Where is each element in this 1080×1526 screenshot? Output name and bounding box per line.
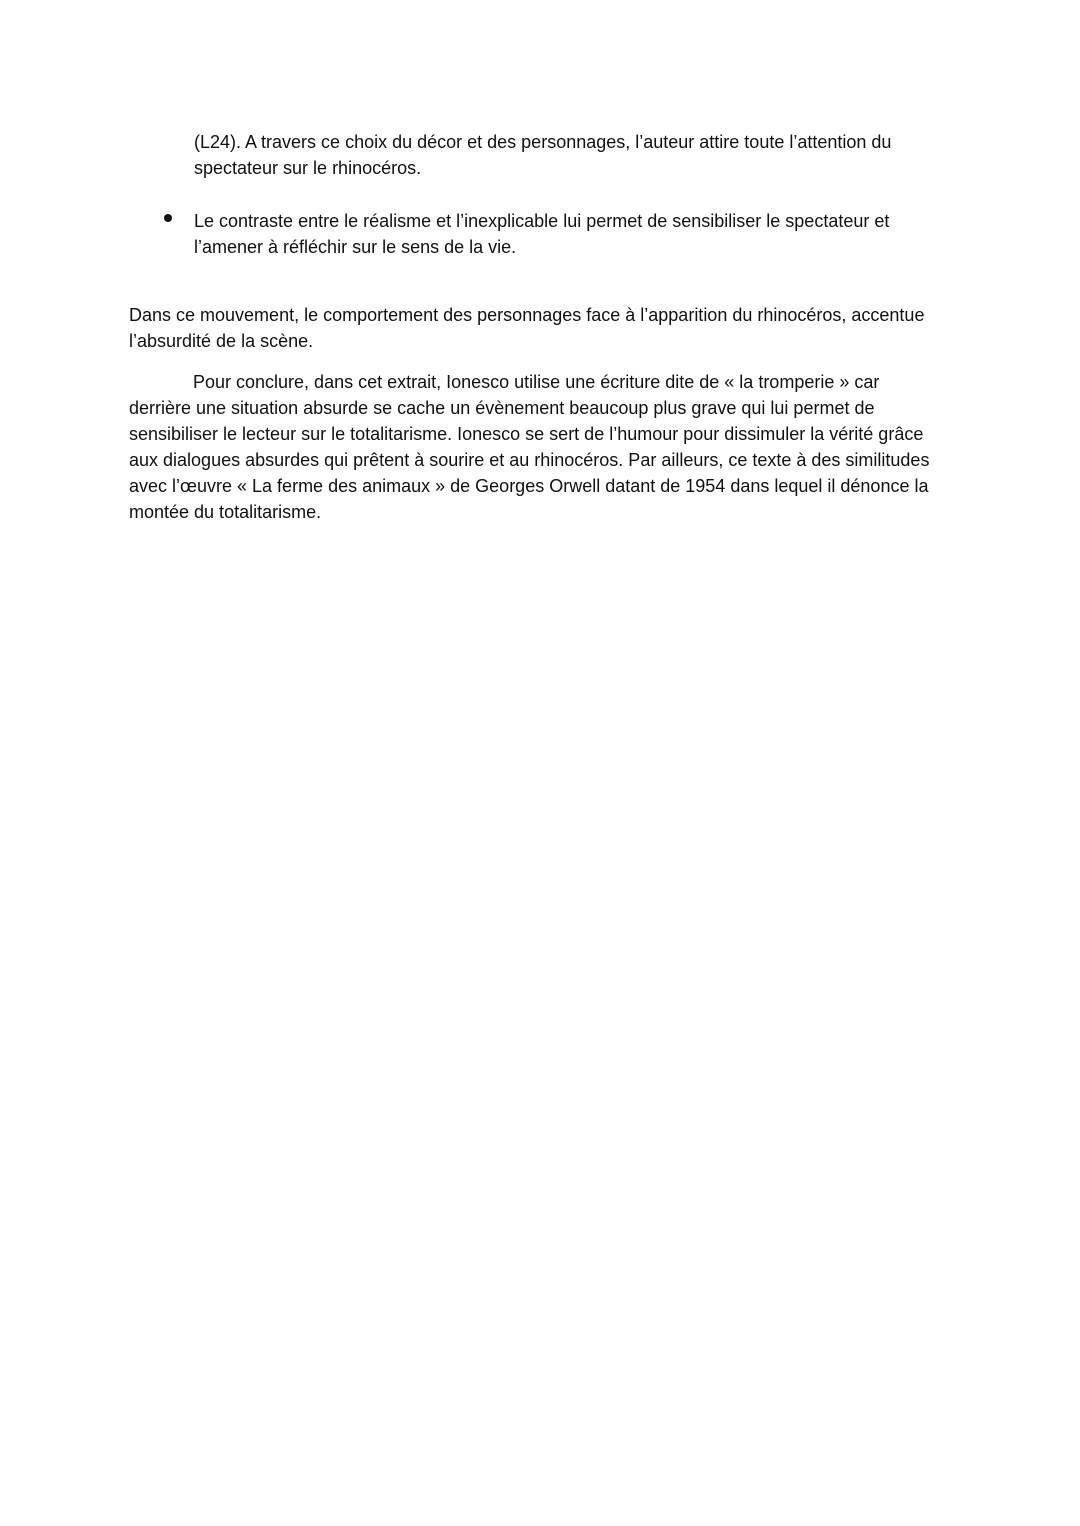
- conclusion-line-1: Pour conclure, dans cet extrait, Ionesco utilise une écriture dite de « la tromperie » car: [193, 372, 880, 392]
- movement-paragraph-line-1: Dans ce mouvement, le comportement des personnages face à l’apparition du rhinocéros, accentue: [129, 305, 925, 325]
- conclusion-line-3: sensibiliser le lecteur sur le totalitarisme. Ionesco se sert de l’humour pour dissimuler la vérité grâce: [129, 424, 924, 444]
- bullet-icon: [164, 214, 172, 222]
- conclusion-line-2: derrière une situation absurde se cache un évènement beaucoup plus grave qui lui permet de: [129, 398, 875, 418]
- conclusion-line-5: avec l’œuvre « La ferme des animaux » de Georges Orwell datant de 1954 dans lequel il dénonce la: [129, 476, 929, 496]
- continuation-line-2: spectateur sur le rhinocéros.: [194, 158, 422, 178]
- bullet-line-2: l’amener à réfléchir sur le sens de la vie.: [194, 237, 517, 257]
- continuation-line-1: (L24). A travers ce choix du décor et des personnages, l’auteur attire toute l’attention du: [194, 132, 892, 152]
- conclusion-line-4: aux dialogues absurdes qui prêtent à sourire et au rhinocéros. Par ailleurs, ce texte à des similitudes: [129, 450, 930, 470]
- bullet-line-1: Le contraste entre le réalisme et l’inexplicable lui permet de sensibiliser le spectateur et: [194, 211, 890, 231]
- movement-paragraph-line-2: l’absurdité de la scène.: [129, 331, 314, 351]
- conclusion-line-6: montée du totalitarisme.: [129, 502, 322, 522]
